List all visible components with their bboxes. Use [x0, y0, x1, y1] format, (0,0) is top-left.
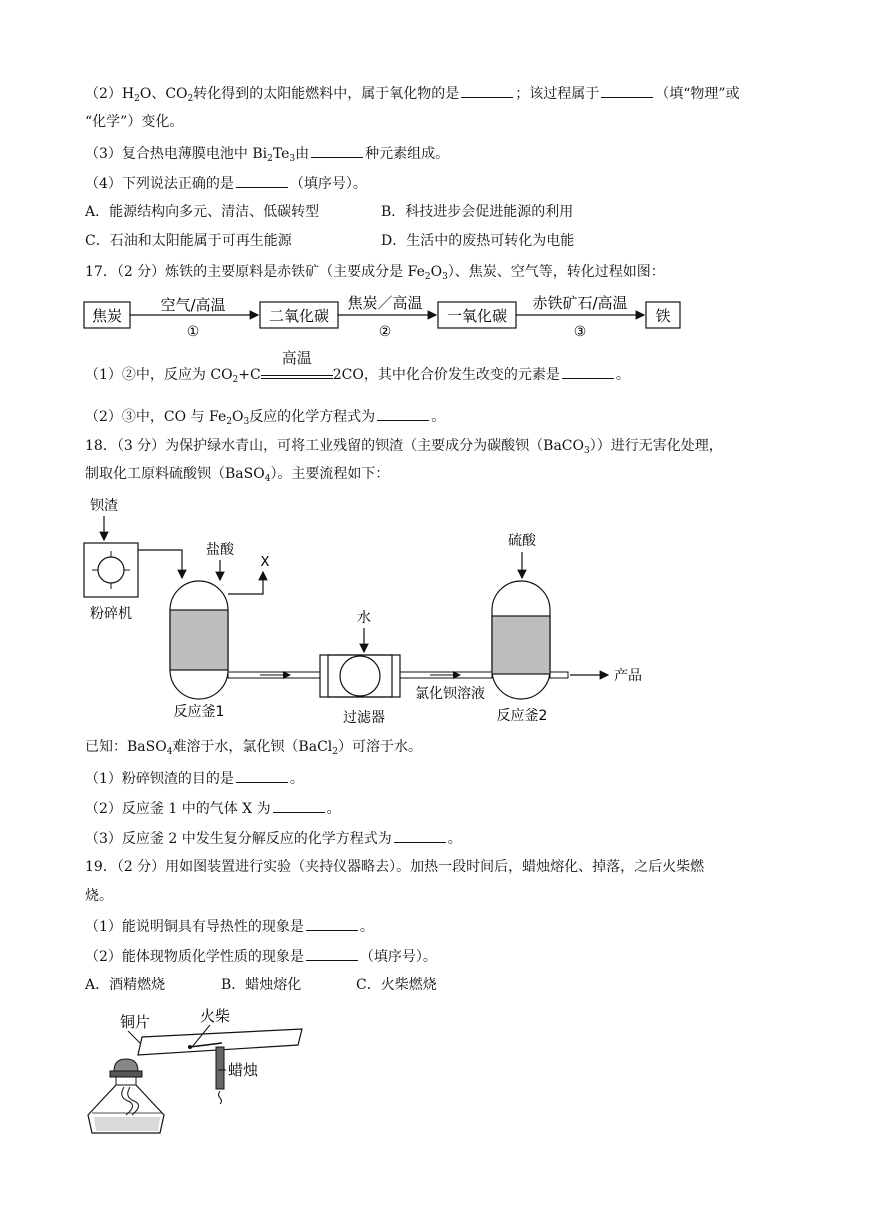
- label-filter: 过滤器: [343, 710, 385, 726]
- q19-option-a[interactable]: A．酒精燃烧: [85, 977, 166, 993]
- answer-blank[interactable]: [306, 946, 358, 961]
- flow-box-iron: [646, 302, 680, 328]
- q18-part2: （2）反应釜 1 中的气体 X 为 。: [85, 798, 341, 819]
- flow-arrow-label-3: 赤铁矿石/高温: [532, 294, 628, 312]
- label-gas-x: X: [260, 555, 270, 570]
- q16-option-d[interactable]: D．生活中的废热可转化为电能: [381, 233, 575, 249]
- reactor-2: [492, 581, 550, 699]
- barium-process-diagram: [80, 490, 660, 730]
- q18-part3: （3）反应釜 2 中发生复分解反应的化学方程式为 。: [85, 828, 462, 849]
- q17-stem: 17．（2 分）炼铁的主要原料是赤铁矿（主要成分是 $Fe_2O_3$）、焦炭、空气等，转化过程如图：: [85, 264, 665, 282]
- flow-box-co: [438, 302, 516, 328]
- crusher: [84, 543, 138, 597]
- label-barium-slag: 钡渣: [90, 498, 118, 514]
- filter: [320, 655, 400, 697]
- q16-option-b[interactable]: B．科技进步会促进能源的利用: [381, 204, 574, 220]
- q19-option-c[interactable]: C．火柴燃烧: [356, 977, 437, 993]
- answer-blank[interactable]: [236, 173, 288, 188]
- q19-part1: （1）能说明铜具有导热性的现象是 。: [85, 916, 374, 937]
- q16-part2-line2: “化学”）变化。: [85, 114, 184, 130]
- q18-known: 已知：BaSO$_4$难溶于水，氯化钡（BaCl$_2$）可溶于水。: [85, 739, 422, 757]
- reactor-1: [170, 581, 228, 699]
- label-product: 产品: [614, 668, 642, 684]
- answer-blank[interactable]: [394, 828, 446, 843]
- svg-text:焦炭: 焦炭: [91, 307, 123, 325]
- ironmaking-flow-diagram: [80, 290, 690, 345]
- label-hcl: 盐酸: [206, 542, 234, 558]
- q16-option-c[interactable]: C．石油和太阳能属于可再生能源: [85, 233, 292, 249]
- label-bacl2-solution: 氯化钡溶液: [415, 686, 485, 702]
- flow-box-coke: [84, 302, 130, 328]
- q16-option-a[interactable]: A．能源结构向多元、清洁、低碳转型: [85, 204, 320, 220]
- answer-blank[interactable]: [461, 83, 513, 98]
- copper-heat-conduction-apparatus: [80, 1005, 320, 1140]
- answer-blank[interactable]: [377, 406, 429, 421]
- svg-text:一氧化碳: 一氧化碳: [446, 307, 508, 325]
- label-crusher: 粉碎机: [90, 606, 132, 622]
- label-sulfuric-acid: 硫酸: [508, 533, 536, 549]
- flow-step-3: ③: [573, 324, 587, 340]
- q16-part3: （3）复合热电薄膜电池中 $Bi_2Te_3$由 种元素组成。: [85, 143, 449, 169]
- svg-text:二氧化碳: 二氧化碳: [268, 307, 330, 325]
- q17-part1: （1）②中，反应为 $CO_2+C$ 高温 2CO，其中化合价发生改变的元素是 。: [85, 349, 630, 385]
- q17-part2: （2）③中，CO 与 $Fe_2O_3$反应的化学方程式为 。: [85, 406, 445, 432]
- answer-blank[interactable]: [236, 768, 288, 783]
- candle: [216, 1047, 224, 1089]
- flow-step-2: ②: [378, 324, 392, 340]
- flow-arrow-label-1: 空气/高温: [160, 296, 226, 314]
- flow-box-co2: [260, 302, 338, 328]
- q19-part2: （2）能体现物质化学性质的现象是 （填序号）。: [85, 946, 437, 967]
- label-copper-sheet: 铜片: [120, 1013, 151, 1031]
- flow-step-1: ①: [186, 324, 200, 340]
- q16-part2-line1: $(2)H_2O$、$CO_2$转化得到的太阳能燃料中，属于氧化物的是 ；该过程属于 （填“物理”或: [85, 83, 740, 109]
- label-water: 水: [357, 610, 371, 626]
- q18-stem-line1: 18．（3 分）为保护绿水青山，可将工业残留的钡渣（主要成分为碳酸钡（BaCO$_3$））进行无害化处理，: [85, 438, 723, 456]
- answer-blank[interactable]: [273, 798, 325, 813]
- q19-stem-line2: 烧。: [85, 888, 113, 904]
- alcohol-lamp: [88, 1059, 164, 1133]
- q16-part4: （4）下列说法正确的是 （填序号）。: [85, 173, 367, 194]
- flow-arrow-label-2: 焦炭／高温: [347, 294, 423, 312]
- label-reactor-2: 反应釜2: [496, 708, 548, 724]
- svg-text:铁: 铁: [655, 307, 671, 325]
- answer-blank[interactable]: [601, 83, 653, 98]
- q19-stem-line1: 19．（2 分）用如图装置进行实验（夹持仪器略去）。加热一段时间后，蜡烛熔化、掉落，之后火柴燃: [85, 859, 705, 875]
- answer-blank[interactable]: [562, 364, 614, 379]
- label-candle: 蜡烛: [228, 1061, 259, 1079]
- answer-blank[interactable]: [311, 143, 363, 158]
- label-match: 火柴: [200, 1007, 231, 1025]
- q19-option-b[interactable]: B．蜡烛熔化: [221, 977, 302, 993]
- reaction-condition: 高温: [261, 366, 333, 379]
- q18-stem-line2: 制取化工原料硫酸钡（BaSO$_4$）。主要流程如下：: [85, 466, 390, 484]
- q18-part1: （1）粉碎钡渣的目的是 。: [85, 768, 304, 789]
- answer-blank[interactable]: [306, 916, 358, 931]
- label-reactor-1: 反应釜1: [173, 704, 225, 720]
